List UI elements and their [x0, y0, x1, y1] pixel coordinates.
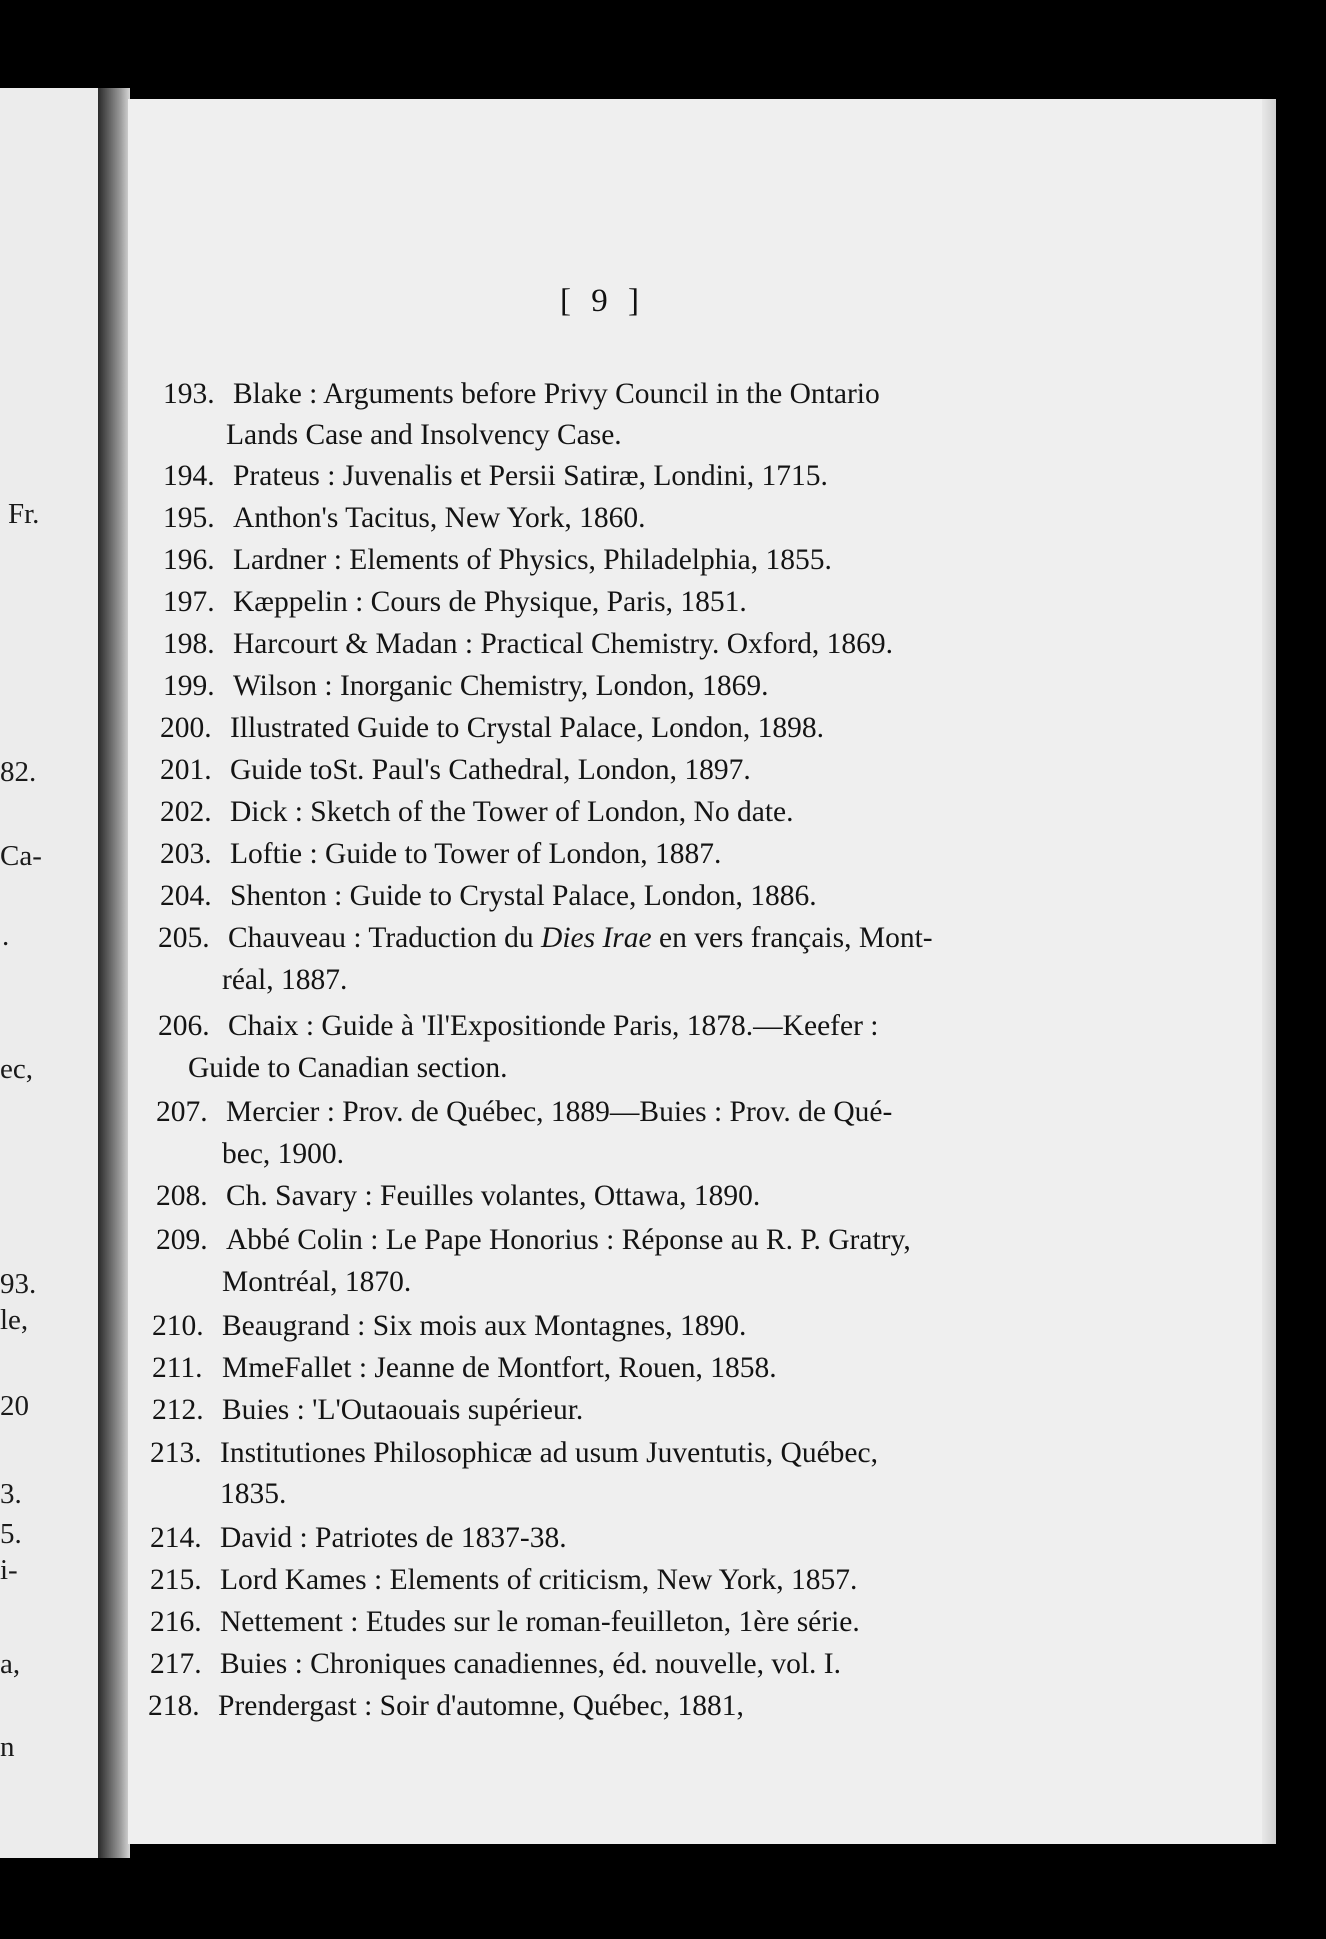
- entry-212: [152, 1394, 583, 1427]
- entry-text: Lardner : Elements of Physics, Philadelphia, 1855.: [233, 544, 832, 576]
- entry-number: 218.: [148, 1690, 200, 1722]
- prev-fragment: Ca-: [0, 840, 42, 872]
- entry-number: 207.: [156, 1096, 208, 1128]
- entry-text-pre: Chauveau : Traduction du: [228, 922, 542, 954]
- entry-text: Ch. Savary : Feuilles volantes, Ottawa, 1890.: [226, 1180, 761, 1212]
- entry-text: David : Patriotes de 1837-38.: [220, 1522, 567, 1554]
- entry-203: [160, 838, 721, 871]
- entry-text: Kæppelin : Cours de Physique, Paris, 1851.: [233, 586, 747, 618]
- entry-number: 217.: [150, 1648, 202, 1680]
- entry-text: Wilson : Inorganic Chemistry, London, 1869.: [233, 670, 769, 702]
- entry-210: [152, 1310, 746, 1343]
- entry-text: Loftie : Guide to Tower of London, 1887.: [230, 838, 722, 870]
- entry-number: 215.: [150, 1564, 202, 1596]
- entry-text: Illustrated Guide to Crystal Palace, London, 1898.: [230, 712, 824, 744]
- entry-text: Guide toSt. Paul's Cathedral, London, 1897.: [230, 754, 751, 786]
- entry-216: [150, 1606, 860, 1639]
- entry-number: 194.: [163, 460, 215, 492]
- entry-text: Nettement : Etudes sur le roman-feuilleton, 1ère série.: [220, 1606, 860, 1638]
- entry-201: [160, 754, 751, 787]
- entry-217: [150, 1648, 841, 1681]
- entry-195: [163, 502, 645, 535]
- entry-206-continuation: Guide to Canadian section.: [188, 1052, 508, 1084]
- entry-text: Beaugrand : Six mois aux Montagnes, 1890.: [222, 1310, 747, 1342]
- entry-number: 202.: [160, 796, 212, 828]
- entry-text: Prateus : Juvenalis et Persii Satiræ, Londini, 1715.: [233, 460, 828, 492]
- prev-fragment: 20: [0, 1390, 29, 1422]
- entry-number: 203.: [160, 838, 212, 870]
- entry-text-post: en vers français, Mont-: [651, 922, 933, 954]
- entry-number: 214.: [150, 1522, 202, 1554]
- prev-fragment: .: [2, 920, 10, 952]
- prev-fragment: 82.: [0, 756, 37, 788]
- entry-number: 209.: [156, 1224, 208, 1256]
- entry-213-continuation: 1835.: [220, 1478, 287, 1510]
- entry-title-italic: Dies Irae: [541, 922, 652, 954]
- prev-fragment: i-: [0, 1554, 18, 1586]
- page-number: [ 9 ]: [560, 283, 645, 319]
- entry-204: [160, 880, 817, 913]
- entry-number: 211.: [152, 1352, 203, 1384]
- entry-number: 216.: [150, 1606, 202, 1638]
- entry-number: 199.: [163, 670, 215, 702]
- entry-text: Abbé Colin : Le Pape Honorius : Réponse au R. P. Gratry,: [226, 1224, 911, 1256]
- entry-number: 198.: [163, 628, 215, 660]
- entry-number: 195.: [163, 502, 215, 534]
- entry-209-continuation: Montréal, 1870.: [222, 1266, 412, 1298]
- entry-205: [158, 922, 933, 955]
- entry-text: Prendergast : Soir d'automne, Québec, 1881,: [218, 1690, 744, 1722]
- entry-text: Anthon's Tacitus, New York, 1860.: [233, 502, 646, 534]
- entry-206: [158, 1010, 878, 1043]
- entry-number: 197.: [163, 586, 215, 618]
- entry-207-continuation: bec, 1900.: [222, 1138, 345, 1170]
- entry-215: [150, 1564, 857, 1597]
- entry-218: [148, 1690, 744, 1723]
- entry-213: [150, 1437, 878, 1470]
- prev-fragment: 3.: [0, 1478, 22, 1510]
- entry-number: 213.: [150, 1437, 202, 1469]
- entry-text: MmeFallet : Jeanne de Montfort, Rouen, 1858.: [222, 1352, 777, 1384]
- entry-number: 208.: [156, 1180, 208, 1212]
- entry-208: [156, 1180, 760, 1213]
- entry-text: Dick : Sketch of the Tower of London, No date.: [230, 796, 794, 828]
- entry-194: [163, 460, 828, 493]
- prev-fragment: a,: [0, 1648, 21, 1680]
- entry-198: [163, 628, 893, 661]
- entry-text: Lord Kames : Elements of criticism, New York, 1857.: [220, 1564, 858, 1596]
- entry-193: [163, 378, 880, 411]
- entry-number: 201.: [160, 754, 212, 786]
- entry-text: Institutiones Philosophicæ ad usum Juventutis, Québec,: [220, 1437, 878, 1469]
- entry-number: 206.: [158, 1010, 210, 1042]
- entry-193-continuation: Lands Case and Insolvency Case.: [226, 419, 622, 451]
- book-gutter: [98, 88, 130, 1858]
- entry-text: Shenton : Guide to Crystal Palace, London, 1886.: [230, 880, 817, 912]
- entry-209: [156, 1224, 911, 1257]
- entry-text: Harcourt & Madan : Practical Chemistry. Oxford, 1869.: [233, 628, 894, 660]
- entry-text: Buies : Chroniques canadiennes, éd. nouvelle, vol. I.: [220, 1648, 841, 1680]
- prev-fragment: Fr.: [8, 498, 40, 530]
- entry-number: 210.: [152, 1310, 204, 1342]
- entry-text: Blake : Arguments before Privy Council in the Ontario: [233, 378, 880, 410]
- prev-fragment: n: [0, 1731, 15, 1763]
- entry-202: [160, 796, 794, 829]
- entry-text: Chaix : Guide à 'Il'Expositionde Paris, 1878.—Keefer :: [228, 1010, 879, 1042]
- prev-fragment: ec,: [0, 1053, 33, 1085]
- entry-number: 200.: [160, 712, 212, 744]
- previous-page: [0, 88, 98, 1858]
- prev-fragment: le,: [0, 1304, 29, 1336]
- entry-214: [150, 1522, 567, 1555]
- entry-200: [160, 712, 824, 745]
- entry-196: [163, 544, 832, 577]
- scan-border-bottom: [0, 1858, 1326, 1939]
- page-edge: [1262, 99, 1276, 1844]
- entry-number: 193.: [163, 378, 215, 410]
- entry-number: 204.: [160, 880, 212, 912]
- prev-fragment: 5.: [0, 1518, 22, 1550]
- entry-number: 212.: [152, 1394, 204, 1426]
- entry-text: Mercier : Prov. de Québec, 1889—Buies : Prov. de Qué-: [226, 1096, 893, 1128]
- entry-205-continuation: réal, 1887.: [222, 964, 348, 996]
- entry-197: [163, 586, 747, 619]
- entry-number: 196.: [163, 544, 215, 576]
- entry-207: [156, 1096, 892, 1129]
- entry-number: 205.: [158, 922, 210, 954]
- entry-text: Buies : 'L'Outaouais supérieur.: [222, 1394, 584, 1426]
- prev-fragment: 93.: [0, 1268, 37, 1300]
- entry-211: [152, 1352, 777, 1385]
- entry-199: [163, 670, 769, 703]
